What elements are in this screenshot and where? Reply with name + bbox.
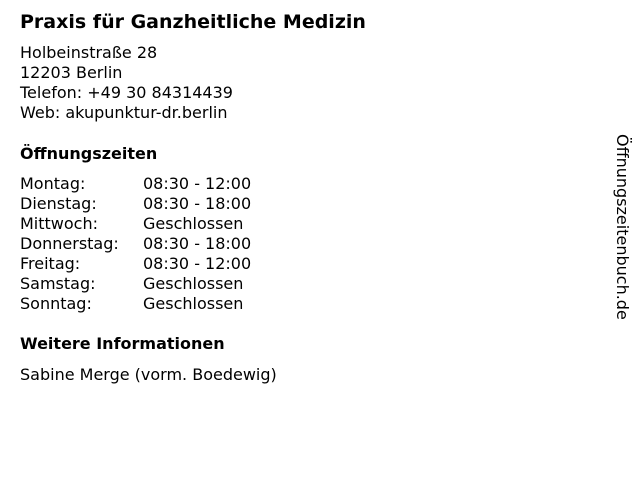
- time-value: Geschlossen: [143, 274, 244, 293]
- more-info-heading: Weitere Informationen: [20, 334, 225, 353]
- opening-hours-heading: Öffnungszeiten: [20, 144, 158, 163]
- source-watermark: Öffnungszeitenbuch.de: [613, 134, 632, 320]
- day-label: Freitag:: [20, 254, 81, 273]
- hours-row-wednesday: [20, 214, 251, 234]
- time-value: Geschlossen: [143, 294, 244, 313]
- day-label: Mittwoch:: [20, 214, 98, 233]
- time-value: 08:30 - 18:00: [143, 234, 252, 253]
- address-block: [20, 43, 233, 123]
- hours-row-sunday: [20, 294, 251, 314]
- hours-row-monday: [20, 174, 251, 194]
- page-title: Praxis für Ganzheitliche Medizin: [20, 11, 366, 33]
- time-value: 08:30 - 12:00: [143, 254, 252, 273]
- time-value: 08:30 - 18:00: [143, 194, 252, 213]
- website: Web: akupunktur-dr.berlin: [20, 103, 228, 122]
- more-info-text: Sabine Merge (vorm. Boedewig): [20, 365, 277, 384]
- street-address: Holbeinstraße 28: [20, 43, 158, 62]
- city-address: 12203 Berlin: [20, 63, 123, 82]
- time-value: 08:30 - 12:00: [143, 174, 252, 193]
- hours-row-tuesday: [20, 194, 251, 214]
- phone-number: Telefon: +49 30 84314439: [20, 83, 233, 102]
- day-label: Dienstag:: [20, 194, 97, 213]
- time-value: Geschlossen: [143, 214, 244, 233]
- opening-hours-table: [20, 174, 251, 314]
- hours-row-saturday: [20, 274, 251, 294]
- day-label: Montag:: [20, 174, 86, 193]
- day-label: Sonntag:: [20, 294, 92, 313]
- hours-row-friday: [20, 254, 251, 274]
- hours-row-thursday: [20, 234, 251, 254]
- day-label: Samstag:: [20, 274, 96, 293]
- day-label: Donnerstag:: [20, 234, 119, 253]
